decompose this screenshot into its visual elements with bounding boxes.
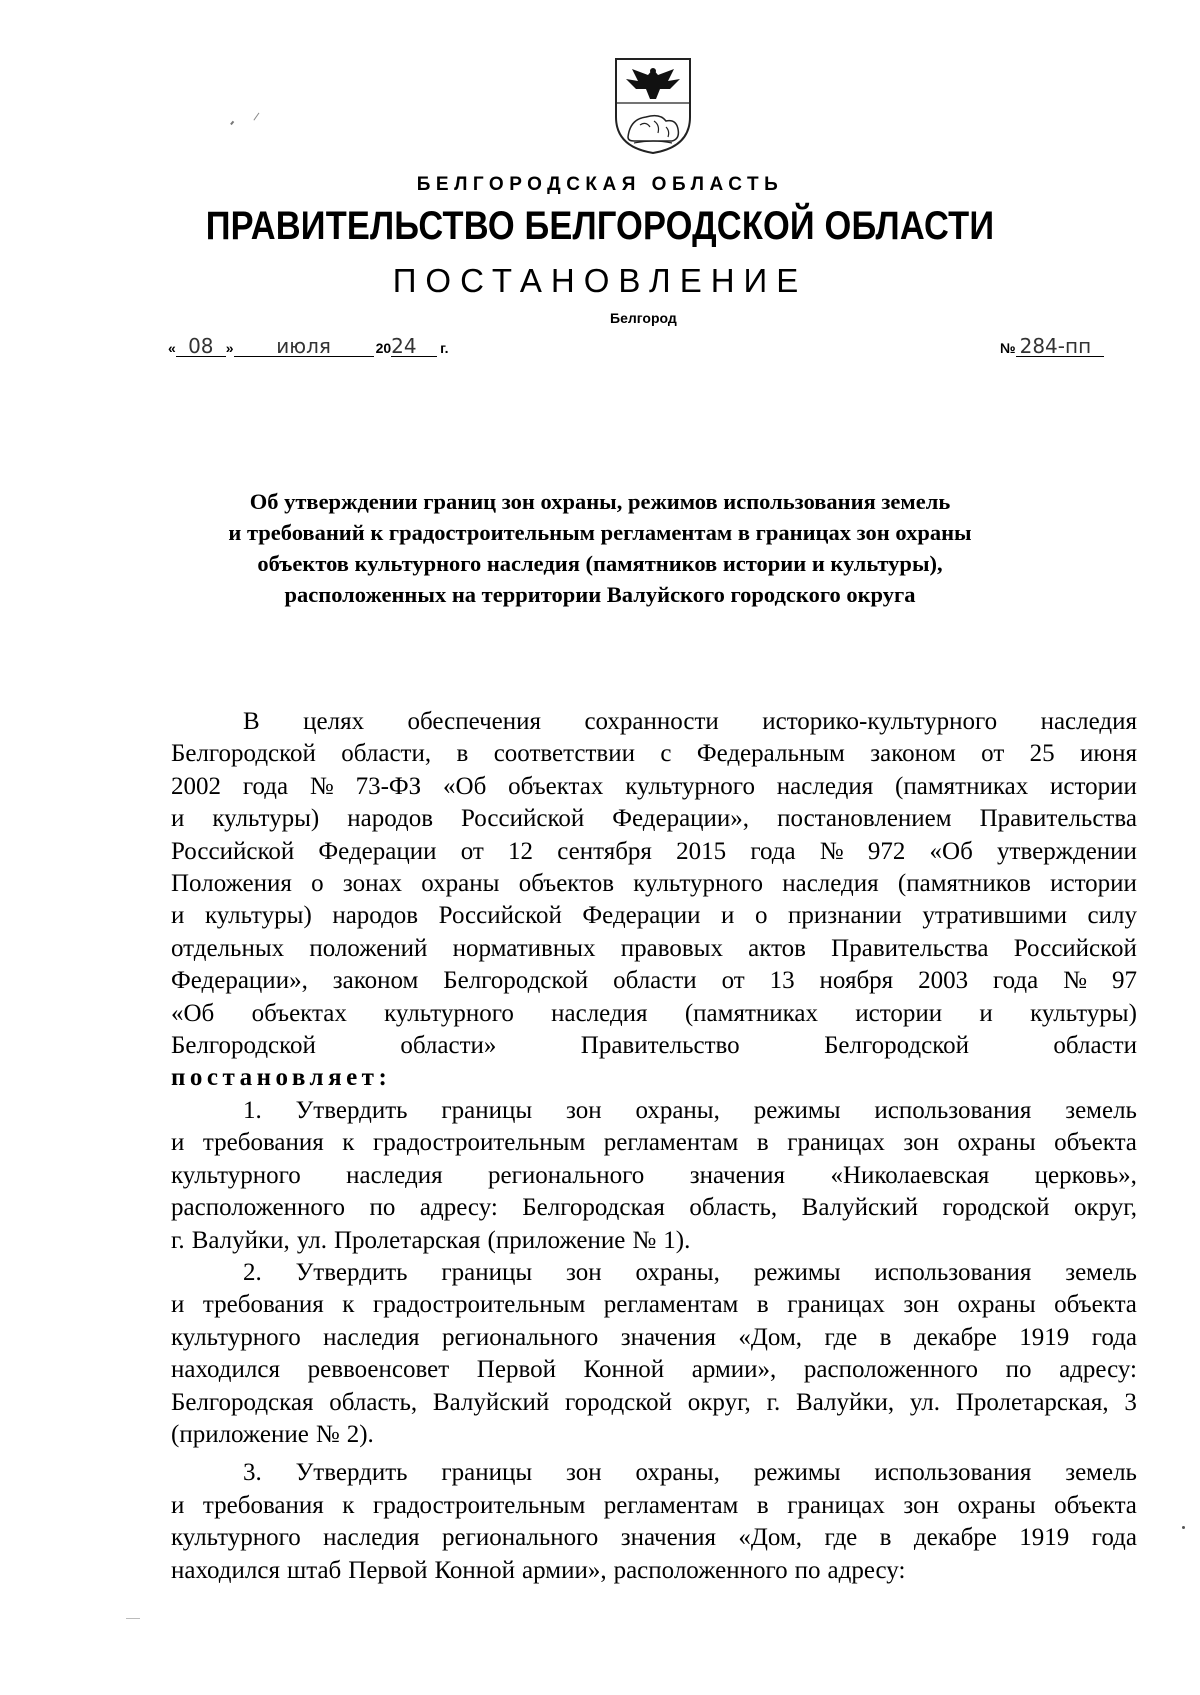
- title-line: и требований к градостроительным регламентам в границах зон охраны: [228, 520, 972, 545]
- scan-speck: [230, 121, 234, 125]
- text-line: 1. Утвердить границы зон охраны, режимы использования земель: [243, 1096, 1137, 1124]
- title-line: расположенных на территории Валуйского городского округа: [284, 582, 916, 607]
- text-line: расположенного по адресу: Белгородская область, Валуйский городской округ,: [171, 1194, 1137, 1222]
- preamble-paragraph: [171, 706, 1137, 1062]
- text-line: Белгородской области, в соответствии с Федеральным законом от 25 июня: [171, 740, 1137, 768]
- text-line: Белгородской области» Правительство Белгородской области: [171, 1032, 1137, 1060]
- date-year-unit: г.: [440, 340, 449, 356]
- region-name: БЕЛГОРОДСКАЯ ОБЛАСТЬ: [416, 174, 784, 195]
- text-line: культурного наследия регионального значения «Дом, где в декабре 1919 года: [171, 1524, 1137, 1552]
- document-body: [171, 706, 1137, 1587]
- title-line: Об утверждении границ зон охраны, режимов использования земель: [249, 489, 951, 514]
- item-3-paragraph: [171, 1457, 1137, 1587]
- item-2-paragraph: [171, 1257, 1137, 1451]
- text-line: г. Валуйки, ул. Пролетарская (приложение № 1).: [171, 1226, 691, 1254]
- scan-speck: [253, 113, 259, 121]
- title-line: объектов культурного наследия (памятников истории и культуры),: [257, 551, 943, 576]
- text-line: и требования к градостроительным регламентам в границах зон охраны объекта: [171, 1491, 1137, 1519]
- text-line: 3. Утвердить границы зон охраны, режимы использования земель: [243, 1459, 1137, 1487]
- text-line: отдельных положений нормативных правовых актов Правительства Российской: [171, 934, 1137, 962]
- date-close-quote: »: [225, 340, 234, 356]
- decree-date: [168, 336, 449, 357]
- decree-number: [1000, 336, 1104, 357]
- date-month: июля: [234, 336, 374, 357]
- document-title: [160, 486, 1040, 610]
- date-open-quote: «: [168, 340, 176, 356]
- decree-type: ПОСТАНОВЛЕНИЕ: [392, 262, 808, 299]
- text-line: культурного наследия регионального значения «Николаевская церковь»,: [171, 1161, 1137, 1189]
- text-line: Положения о зонах охраны объектов культурного наследия (памятников истории: [171, 870, 1137, 898]
- text-line: и требования к градостроительным регламентам в границах зон охраны объекта: [171, 1291, 1137, 1319]
- date-year-suffix: 24: [391, 336, 437, 357]
- text-line: (приложение № 2).: [171, 1420, 374, 1448]
- text-line: находился штаб Первой Конной армии», расположенного по адресу:: [171, 1556, 906, 1584]
- text-line: Белгородская область, Валуйский городской округ, г. Валуйки, ул. Пролетарская, 3: [171, 1388, 1137, 1416]
- text-line: и культуры) народов Российской Федерации и о признании утратившими силу: [171, 902, 1137, 930]
- resolves-word: постановляет:: [171, 1064, 392, 1092]
- item-1-paragraph: [171, 1095, 1137, 1257]
- text-line: находился реввоенсовет Первой Конной армии», расположенного по адресу:: [171, 1356, 1137, 1384]
- date-year-prefix: 20: [375, 340, 392, 356]
- number-sign: №: [1000, 340, 1016, 356]
- scan-speck: [126, 1618, 140, 1619]
- coat-of-arms-graphic: [610, 55, 696, 155]
- government-name: ПРАВИТЕЛЬСТВО БЕЛГОРОДСКОЙ ОБЛАСТИ: [205, 204, 995, 248]
- text-line: В целях обеспечения сохранности историко-культурного наследия: [243, 708, 1137, 735]
- text-line: Российской Федерации от 12 сентября 2015 года № 972 «Об утверждении: [171, 837, 1137, 865]
- text-line: «Об объектах культурного наследия (памятниках истории и культуры): [171, 999, 1137, 1027]
- resolves-line: [171, 1062, 1137, 1094]
- text-line: и культуры) народов Российской Федерации», постановлением Правительства: [171, 805, 1137, 833]
- city-name: Белгород: [610, 310, 677, 326]
- text-line: культурного наследия регионального значения «Дом, где в декабре 1919 года: [171, 1323, 1137, 1351]
- coat-of-arms-icon: [610, 55, 696, 155]
- text-line: 2002 года № 73-ФЗ «Об объектах культурного наследия (памятниках истории: [171, 772, 1137, 800]
- scan-speck: [1182, 1526, 1185, 1529]
- text-line: Федерации», законом Белгородской области от 13 ноября 2003 года № 97: [171, 967, 1137, 995]
- text-line: и требования к градостроительным регламентам в границах зон охраны объекта: [171, 1129, 1137, 1157]
- date-day: 08: [176, 336, 226, 357]
- number-value: 284-пп: [1016, 336, 1104, 357]
- text-line: 2. Утвердить границы зон охраны, режимы использования земель: [243, 1258, 1137, 1286]
